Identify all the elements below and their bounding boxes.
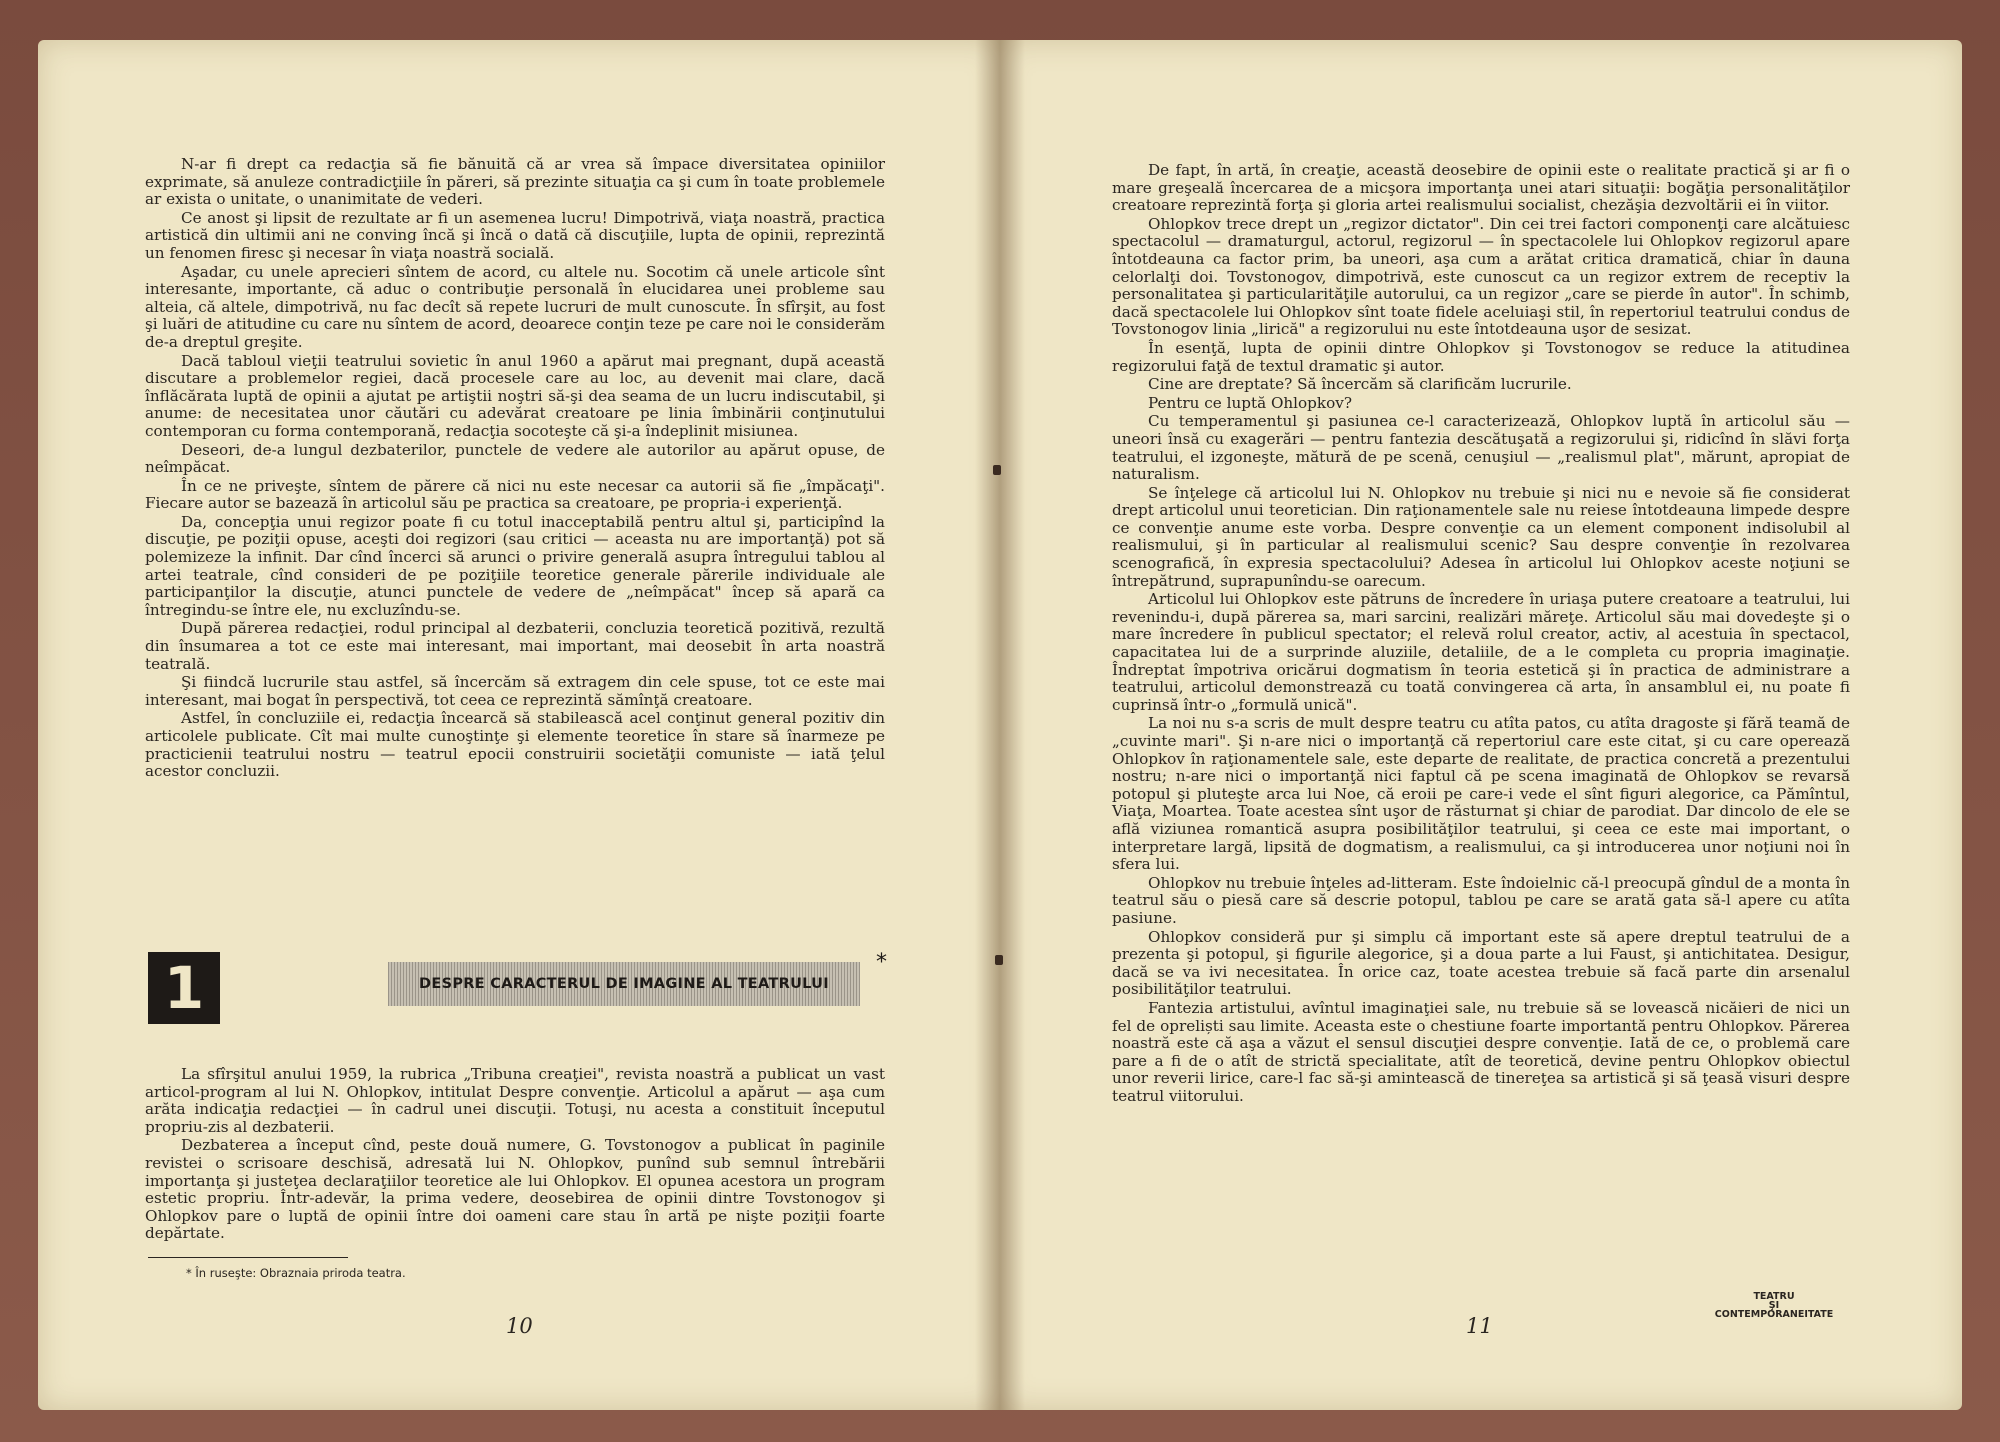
footnote-marker: * [876,950,887,975]
paragraph: Şi fiindcă lucrurile stau astfel, să încercăm să extragem din cele spuse, tot ce este mai interesant, mai bogat în perspectivă, tot ceea ce reprezintă sămînţă creatoare. [145,673,885,709]
paragraph: Cu temperamentul şi pasiunea ce-l caracterizează, Ohlopkov luptă în articolul său — uneori însă cu exagerări — pentru fantezia descătuşată a regizorului şi, ridicînd în slăvi forţa teatrului, el izgoneşte, mătură de pe scenă, cenuşiul — „realismul plat", mărunt, apropiat de naturalism. [1112,412,1850,484]
section-number: 1 [148,952,220,1024]
paragraph: Cine are dreptate? Să încercăm să clarificăm lucrurile. [1148,375,1572,394]
book-gutter [975,40,1025,1410]
paragraph: Dezbaterea a început cînd, peste două numere, G. Tovstonogov a publicat în paginile revistei o scrisoare deschisă, adresată lui N. Ohlopkov, punînd sub semnul întrebării importanţa şi justeţea declaraţiilor teoretice ale lui Ohlopkov. El opunea acestora un program estetic propriu. Într-adevăr, la prima vedere, deosebirea de opinii dintre Tovstonogov şi Ohlopkov pare o luptă de opinii între doi oameni care stau în artă pe nişte poziţii foarte depărtate. [145,1136,885,1243]
journal-name [1694,1292,1854,1319]
journal-name-line: CONTEMPORANEITATE [1714,1309,1834,1320]
paragraph: Articolul lui Ohlopkov este pătruns de încredere în uriaşa putere creatoare a teatrului, lui revenindu-i, după părerea sa, mari sarcini, realizări măreţe. Articolul său mai dovedeşte şi o mare încredere în publicul spectator; el relevă rolul creator, activ, al acestuia în spectacol, capacitatea lui de a surprinde aluziile, detaliile, de a le completa cu propria imaginaţie. Îndreptat împotriva oricărui dogmatism în teoria estetică şi în practica de administrare a teatrului, articolul demonstrează cu toată convingerea că arta, în ansamblul ei, nu poate fi cuprinsă într-o „formulă unică". [1112,590,1850,714]
section-banner [388,962,860,1006]
paragraph: Aşadar, cu unele aprecieri sîntem de acord, cu altele nu. Socotim că unele articole sînt interesante, importante, că aduc o contribuţie personală în elucidarea unei probleme sau alteia, că altele, dimpotrivă, nu fac decît să repete lucruri de mult cunoscute. În sfîrşit, au fost şi luări de atitudine cu care nu sîntem de acord, deoarece conţin teze pe care noi le considerăm de-a dreptul greşite. [145,262,885,351]
page-number-left: 10 [506,1314,533,1338]
paragraph: N-ar fi drept ca redacţia să fie bănuită că ar vrea să împace diversitatea opiniilor exprimate, să anuleze contradicţiile în păreri, să prezinte situaţia ca şi cum în toate problemele ar exista o unitate, o unanimitate de vederi. [145,155,885,209]
page-number-right: 11 [1466,1314,1493,1338]
section-title: DESPRE CARACTERUL DE IMAGINE AL TEATRULUI [419,976,829,992]
paragraph: Da, concepţia unui regizor poate fi cu totul inacceptabilă pentru altul şi, participînd la discuţie, pe poziţii opuse, aceşti doi regizori (sau critici — aceasta nu are importanţă) pot să polemizeze la infinit. Dar cînd încerci să arunci o privire generală asupra întregului tablou al artei teatrale, cînd consideri de pe poziţiile teoretice generale părerile individuale ale participanţilor la discuţie, atunci punctele de vedere de „neîmpăcat" încep să apară ca întregindu-se între ele, nu excluzîndu-se. [145,512,885,619]
left-page-text-top [145,156,885,781]
journal-name-line: ŞI [1768,1300,1780,1311]
paragraph: La noi nu s-a scris de mult despre teatru cu atîta patos, cu atîta dragoste şi fără teamă de „cuvinte mari". Şi n-are nici o importanţă că repertoriul care este citat, şi cu care operează Ohlopkov în raţionamentele sale, este departe de realitate, de practica concretă a prezentului nostru; n-are nici o importanţă nici faptul că pe scena imaginată de Ohlopkov se revarsă potopul şi pluteşte arca lui Noe, că eroii pe care-i vede el sînt figuri alegorice, ca Pămîntul, Viaţa, Moartea. Toate acestea sînt uşor de răsturnat şi chiar de parodiat. Dar dincolo de ele se află viziunea romantică asupra posibilităţilor teatrului, şi ceea ce este mai important, o interpretare largă, lipsită de dogmatism, a realismului, ca şi introducerea unor noţiuni noi în sfera lui. [1112,714,1850,874]
footnote: * În ruseşte: Obraznaia priroda teatra. [186,1266,406,1280]
paragraph: De fapt, în artă, în creaţie, această deosebire de opinii este o realitate practică şi ar fi o mare greşeală încercarea de a micşora importanţa unei atari situaţii: bogăţia personalităţilor creatoare reprezintă forţa şi gloria artei realismului socialist, chezăşia dezvoltării ei în viitor. [1112,161,1850,215]
paragraph: La sfîrşitul anului 1959, la rubrica „Tribuna creaţiei", revista noastră a publicat un vast articol-program al lui N. Ohlopkov, intitulat Despre convenţie. Articolul a apărut — aşa cum arăta indicaţia redacţiei — în cadrul unei discuţii. Totuşi, nu acesta a constituit începutul propriu-zis al dezbaterii. [145,1065,885,1136]
binding-hole [995,955,1003,965]
paragraph: În esenţă, lupta de opinii dintre Ohlopkov şi Tovstonogov se reduce la atitudinea regizorului faţă de textul dramatic şi autor. [1112,338,1850,375]
paragraph: Ohlopkov nu trebuie înţeles ad-litteram. Este îndoielnic că-l preocupă gîndul de a monta în teatrul său o piesă care să descrie potopul, tablou pe care se arată gata să-l apere cu atîta pasiune. [1112,873,1850,927]
paragraph: Ohlopkov consideră pur şi simplu că important este să apere dreptul teatrului de a prezenta şi potopul, şi figurile alegorice, şi a doua parte a lui Faust, şi antichitatea. Desigur, dacă se va ivi necesitatea. În orice caz, toate acestea trebuie să facă parte din arsenalul posibilităţilor teatrului. [1112,927,1850,999]
binding-hole [993,465,1001,475]
paragraph: Dacă tabloul vieţii teatrului sovietic în anul 1960 a apărut mai pregnant, după această discutare a problemelor regiei, dacă procesele care au loc, au devenit mai clare, dacă înflăcărata luptă de opinii a ajutat pe artiştii noştri să-şi dea seama de un lucru indiscutabil, şi anume: de necesitatea unor căutări cu adevărat creatoare pe linia îmbinării conţinutului contemporan cu forma contemporană, redacţia socoteşte că şi-a îndeplinit misiunea. [145,351,885,440]
paragraph: Ce anost şi lipsit de rezultate ar fi un asemenea lucru! Dimpotrivă, viaţa noastră, practica artistică din ultimii ani ne conving încă şi încă o dată că discuţiile, lupta de opinii, reprezintă un fenomen firesc şi necesar în viaţa noastră socială. [145,208,885,262]
paragraph: Ohlopkov trece drept un „regizor dictator". Din cei trei factori componenţi care alcătuiesc spectacolul — dramaturgul, actorul, regizorul — în spectacolele lui Ohlopkov regizorul apare întotdeauna ca factor prim, ba uneori, aşa cum a arătat critica dramatică, chiar în dauna celorlalţi doi. Tovstonogov, dimpotrivă, este cunoscut ca un regizor extrem de receptiv la personalitatea şi particularităţile autorului, ca un regizor „care se pierde în autor". În schimb, dacă spectacolele lui Ohlopkov sînt toate fidele aceluiaşi stil, în repertoriul teatrului condus de Tovstonogov linia „lirică" a regizorului nu este întotdeauna uşor de sesizat. [1112,214,1850,339]
paragraph: Astfel, în concluziile ei, redacţia încearcă să stabilească acel conţinut general pozitiv din articolele publicate. Cît mai multe cunoştinţe şi elemente teoretice în stare să înarmeze pe practicienii teatrului nostru — teatrul epocii construirii societăţii comuniste — iată ţelul acestor concluzii. [145,709,885,781]
journal-name-line: TEATRU [1753,1291,1795,1302]
paragraph: Se înţelege că articolul lui N. Ohlopkov nu trebuie şi nici nu e nevoie să fie considerat drept articolul unui teoretician. Din raţionamentele sale nu reiese întotdeauna limpede despre ce convenţie anume este vorba. Despre convenţie ca un element component indisolubil al realismului, şi în particular al realismului scenic? Sau despre convenţie în rezolvarea scenografică, în expresia spectacolului? Adesea în articolul lui Ohlopkov aceste noţiuni se întrepătrund, suprapunîndu-se oarecum. [1112,483,1850,590]
right-page-text [1112,162,1850,1105]
paragraph: În ce ne priveşte, sîntem de părere că nici nu este necesar ca autorii să fie „împăcaţi". Fiecare autor se bazează în articolul său pe practica sa creatoare, pe propria-i experienţă. [145,476,885,513]
paragraph: Deseori, de-a lungul dezbaterilor, punctele de vedere ale autorilor au apărut opuse, de neîmpăcat. [145,440,885,477]
paragraph: Fantezia artistului, avîntul imaginaţiei sale, nu trebuie să se lovească nicăieri de nici un fel de opreliști sau limite. Aceasta este o chestiune foarte importantă pentru Ohlopkov. Părerea noastră este că aşa a văzut el sensul discuţiei despre convenţie. Iată de ce, o problemă care pare a fi de o atît de strictă specialitate, atît de teoretică, devine pentru Ohlopkov obiectul unor reverii lirice, care-l fac să-şi amintească de tinereţea sa artistică şi să ţeasă visuri despre teatrul viitorului. [1112,998,1850,1105]
paragraph: După părerea redacţiei, rodul principal al dezbaterii, concluzia teoretică pozitivă, rezultă din însumarea a tot ce este mai interesant, mai important, mai deosebit în arta noastră teatrală. [145,619,885,673]
footnote-divider [148,1257,348,1258]
paragraph: Pentru ce luptă Ohlopkov? [1148,393,1352,412]
left-page-text-bottom [145,1066,885,1243]
